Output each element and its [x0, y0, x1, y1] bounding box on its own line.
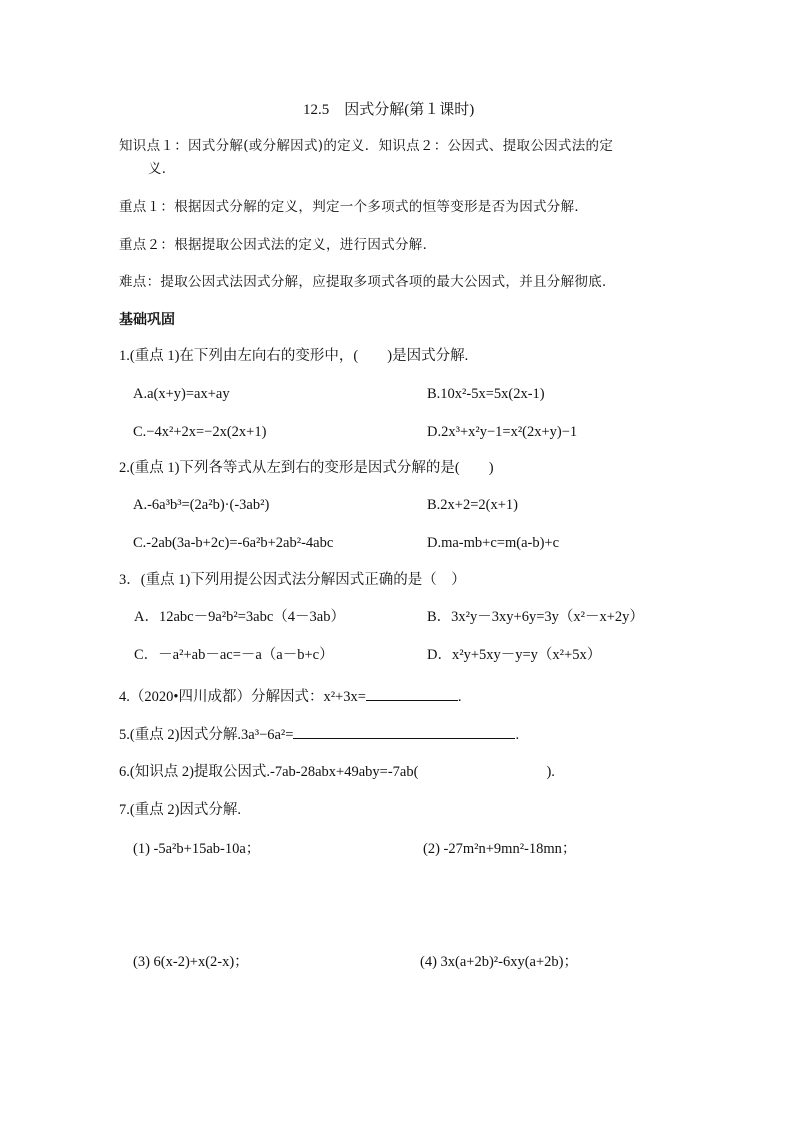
question-5-stem: 5.(重点 2)因式分解.3a³−6a²= — [119, 727, 294, 743]
difficulty-point: 难点：提取公因式法因式分解，应提取多项式各项的最大公因式，并且分解彻底． — [119, 274, 616, 290]
question-7-part-1: (1) -5a²b+15ab-10a； — [133, 841, 261, 857]
question-3-option-d: D．x²y+5xy－y=y（x²+5x） — [427, 647, 602, 663]
question-2-stem: 2.(重点 1)下列各等式从左到右的变形是因式分解的是( ) — [119, 460, 494, 476]
question-6 — [119, 763, 555, 781]
question-4-end: . — [457, 689, 462, 705]
question-6-end: ). — [546, 764, 555, 780]
question-5-end: . — [515, 727, 520, 743]
question-1-option-d: D.2x³+x²y−1=x²(2x+y)−1 — [427, 424, 578, 440]
answer-blank[interactable] — [366, 688, 458, 701]
question-7-part-3: (3) 6(x-2)+x(2-x)； — [133, 954, 249, 970]
question-1-option-c: C.−4x²+2x=−2x(2x+1) — [133, 424, 267, 440]
question-3-option-c: C．－a²+ab－ac=－a（a－b+c） — [134, 647, 334, 663]
answer-blank[interactable] — [293, 726, 515, 739]
key-point-1: 重点１：根据因式分解的定义，判定一个多项式的恒等变形是否为因式分解． — [119, 199, 589, 215]
question-2-option-d: D.ma-mb+c=m(a-b)+c — [427, 535, 560, 551]
question-3-stem: 3．(重点 1)下列用提公因式法分解因式正确的是（ ） — [119, 572, 466, 588]
question-3-option-b: B．3x²y－3xy+6y=3y（x²－x+2y） — [427, 609, 644, 625]
question-1-option-b: B.10x²-5x=5x(2x-1) — [427, 386, 545, 402]
question-2-option-c: C.-2ab(3a-b+2c)=-6a²b+2ab²-4abc — [133, 535, 334, 551]
question-2-option-b: B.2x+2=2(x+1) — [427, 497, 518, 513]
question-7-part-2: (2) -27m²n+9mn²-18mn； — [423, 841, 577, 857]
question-3-option-a: A．12abc－9a²b²=3abc（4－3ab） — [134, 609, 345, 625]
question-7-stem: 7.(重点 2)因式分解. — [119, 802, 242, 818]
question-6-stem: 6.(知识点 2)提取公因式.-7ab-28abx+49aby=-7ab( — [119, 764, 419, 780]
section-heading: 基础巩固 — [119, 312, 175, 328]
knowledge-points-continued: 义． — [148, 161, 176, 177]
question-7-part-4: (4) 3x(a+2b)²-6xy(a+2b)； — [420, 954, 578, 970]
knowledge-points: 知识点１：因式分解(或分解因式)的定义．知识点２：公因式、提取公因式法的定 — [119, 138, 614, 154]
key-point-2: 重点２：根据提取公因式法的定义，进行因式分解． — [119, 237, 437, 253]
question-4 — [119, 688, 462, 706]
question-4-stem: 4.（2020•四川成都）分解因式：x²+3x= — [119, 689, 366, 705]
question-1-option-a: A.a(x+y)=ax+ay — [133, 386, 230, 402]
question-2-option-a: A.-6a³b³=(2a²b)·(-3ab²) — [133, 497, 270, 513]
question-5 — [119, 726, 519, 744]
question-1-stem: 1.(重点 1)在下列由左向右的变形中，( )是因式分解. — [119, 348, 469, 364]
page-title: 12.5 因式分解(第１课时) — [303, 102, 475, 118]
